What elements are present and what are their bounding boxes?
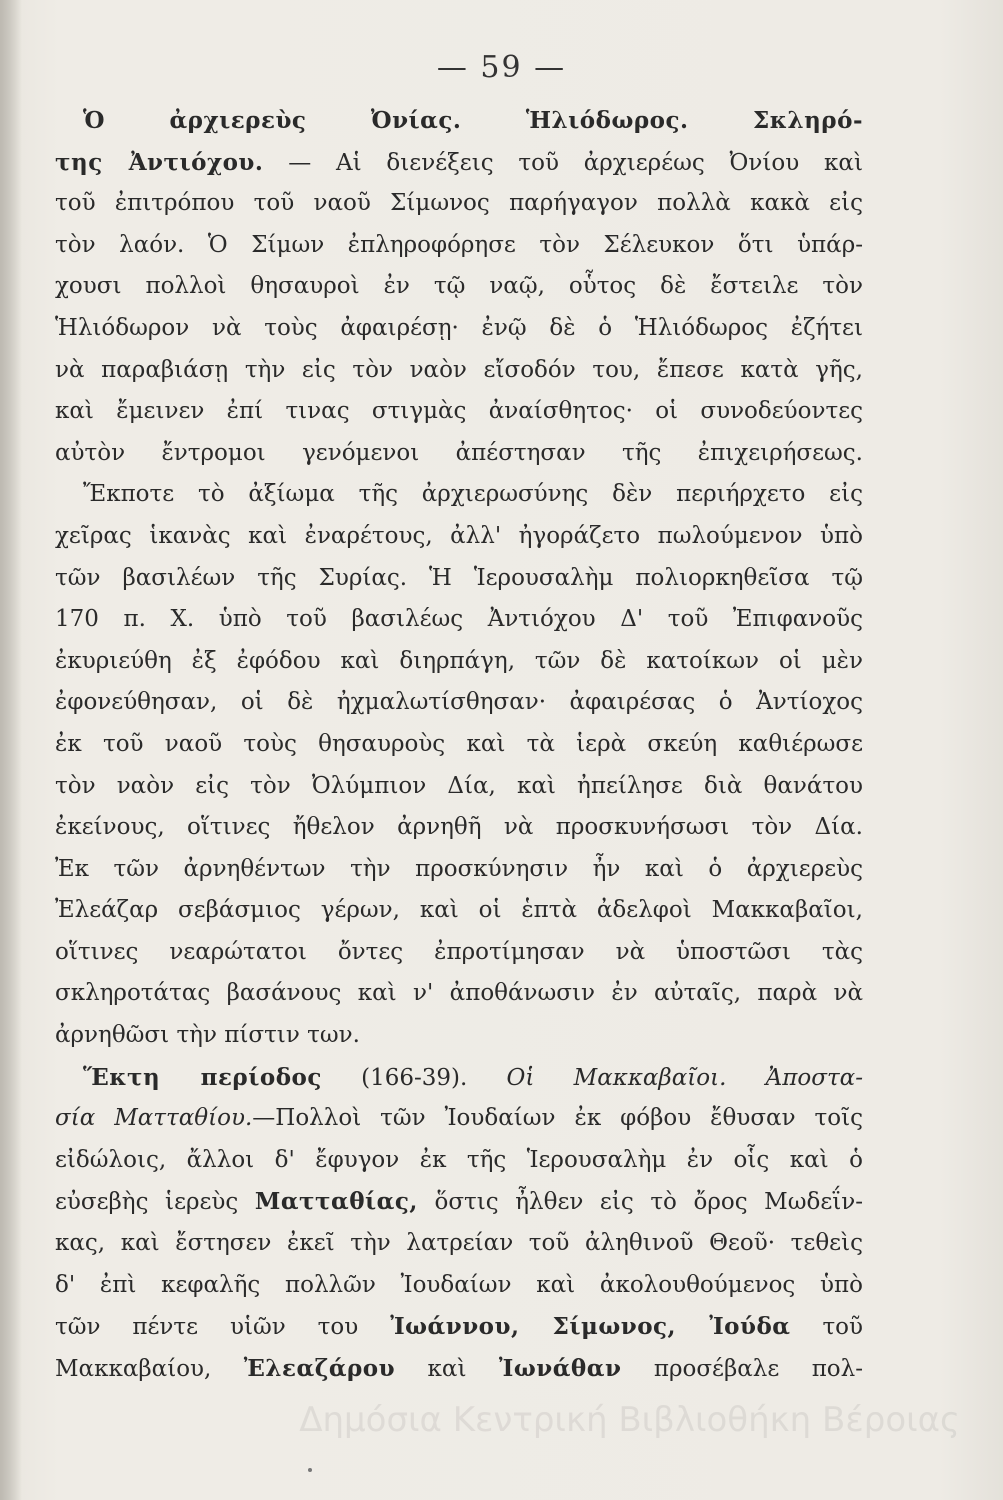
text-run: ἀρνηθῶσι τὴν πίστιν των. [55,1022,360,1049]
bold-text: Ἰωνάθαν [498,1354,622,1382]
bold-text: της Ἀντιόχου. [55,148,264,176]
text-line [55,516,863,558]
text-line [55,1057,863,1099]
text-run: ἐκυριεύθη ἐξ ἐφόδου καὶ διηρπάγη, τῶν δὲ κατοίκων οἱ μὲν [55,647,863,674]
bold-text: Ἰωάννου, Σίμωνος, Ἰούδα [390,1313,791,1341]
text-run: ὅστις ἦλθεν εἰς τὸ ὄρος Μωδεΐν- [417,1189,863,1216]
text-run: οἵτινες νεαρώτατοι ὄντες ἐπροτίμησαν νὰ ὑποστῶσι τὰς [55,938,863,965]
text-line [55,641,863,683]
text-line [55,558,863,600]
text-run: Ἐκ τῶν ἀρνηθέντων τὴν προσκύνησιν ἦν καὶ ὁ ἀρχιερεὺς [55,855,863,882]
text-run: τὸν ναὸν εἰς τὸν Ὀλύμπιον Δία, καὶ ἠπείλησε διὰ θανάτου [55,772,863,799]
text-run: τῶν πέντε υἱῶν του [55,1314,391,1341]
text-line [55,433,863,475]
text-line [55,1015,863,1057]
text-run: ἐκ τοῦ ναοῦ τοὺς θησαυροὺς καὶ τὰ ἱερὰ σκεύη καθιέρωσε [55,730,863,757]
text-run: προσέβαλε πολ- [621,1355,863,1382]
text-run: Ἐλεάζαρ σεβάσμιος γέρων, καὶ οἱ ἑπτὰ ἀδελφοὶ Μακκαβαῖοι, [55,897,863,924]
text-run: (166-39). [321,1064,507,1091]
ink-speck [308,1468,312,1472]
text-line [55,807,863,849]
text-run: κας, καὶ ἔστησεν ἐκεῖ τὴν λατρείαν τοῦ ἀληθινοῦ Θεοῦ· τεθεὶς [55,1230,863,1257]
text-run: χουσι πολλοὶ θησαυροὶ ἐν τῷ ναῷ, οὗτος δὲ ἔστειλε τὸν [55,273,863,300]
text-run: τῶν βασιλέων τῆς Συρίας. Ἡ Ἱερουσαλὴμ πολιορκηθεῖσα τῷ [55,564,863,591]
bold-text: Ἕκτη περίοδος [83,1063,322,1091]
page-number: — 59 — [436,50,567,85]
gutter-shadow [0,0,22,1500]
text-line [55,100,863,142]
text-line [55,225,863,267]
library-watermark: Δημόσια Κεντρική Βιβλιοθήκη Βέροιας [299,1400,960,1440]
text-run: Ἡλιόδωρον νὰ τοὺς ἀφαιρέσῃ· ἐνῷ δὲ ὁ Ἡλιόδωρος ἐζήτει [55,314,863,341]
body-text [55,100,863,1389]
bold-text: Ὁ ἀρχιερεὺς Ὀνίας. Ἡλιόδωρος. Σκληρό- [83,107,863,134]
text-line [55,1265,863,1307]
text-line [55,849,863,891]
text-run: Ἔκποτε τὸ ἀξίωμα τῆς ἀρχιερωσύνης δὲν περιήρχετο εἰς [83,481,863,508]
bold-text: Ματταθίας, [254,1188,418,1216]
text-line [55,1181,863,1223]
text-line [55,350,863,392]
text-run: Μακκαβαίου, [55,1355,244,1382]
text-run: — Αἱ διενέξεις τοῦ ἀρχιερέως Ὀνίου καὶ [263,149,863,176]
text-run: νὰ παραβιάσῃ τὴν εἰς τὸν ναὸν εἴσοδόν του, ἔπεσε κατὰ γῆς, [55,356,863,383]
text-line [55,142,863,184]
text-line [55,724,863,766]
text-line [55,599,863,641]
text-run: εὐσεβὴς ἱερεὺς [55,1189,255,1216]
text-line [55,973,863,1015]
text-run: ἐκείνους, οἵτινες ἤθελον ἀρνηθῆ νὰ προσκυνήσωσι τὸν Δία. [55,814,863,841]
text-line [55,308,863,350]
text-run: τὸν λαόν. Ὁ Σίμων ἐπληροφόρησε τὸν Σέλευκον ὅτι ὑπάρ- [55,231,863,258]
text-line [55,1098,863,1140]
text-run: σκληροτάτας βασάνους καὶ ν' ἀποθάνωσιν ἐν αὐταῖς, παρὰ νὰ [55,980,863,1007]
text-line [55,474,863,516]
text-run: —Πολλοὶ τῶν Ἰουδαίων ἐκ φόβου ἔθυσαν τοῖς [252,1105,863,1132]
text-run: τοῦ [790,1314,863,1341]
text-run: 170 π. Χ. ὑπὸ τοῦ βασιλέως Ἀντιόχου Δ' τοῦ Ἐπιφανοῦς [55,606,863,633]
text-run: τοῦ ἐπιτρόπου τοῦ ναοῦ Σίμωνος παρήγαγον πολλὰ κακὰ εἰς [55,190,863,217]
text-line [55,682,863,724]
text-line [55,391,863,433]
text-run: αὐτὸν ἔντρομοι γενόμενοι ἀπέστησαν τῆς ἐπιχειρήσεως. [55,439,863,466]
italic-text: σία Ματταθίου. [55,1105,253,1132]
text-line [55,766,863,808]
text-run: εἰδώλοις, ἄλλοι δ' ἔφυγον ἐκ τῆς Ἱερουσαλὴμ ἐν οἷς καὶ ὁ [55,1146,863,1173]
text-run: καὶ [395,1355,499,1382]
text-run: δ' ἐπὶ κεφαλῆς πολλῶν Ἰουδαίων καὶ ἀκολουθούμενος ὑπὸ [55,1271,863,1298]
text-run: καὶ ἔμεινεν ἐπί τινας στιγμὰς ἀναίσθητος· οἱ συνοδεύοντες [55,398,863,425]
text-run: χεῖρας ἱκανὰς καὶ ἐναρέτους, ἀλλ' ἠγοράζετο πωλούμενον ὑπὸ [55,522,863,549]
text-line [55,183,863,225]
text-run: ἐφονεύθησαν, οἱ δὲ ἠχμαλωτίσθησαν· ἀφαιρέσας ὁ Ἀντίοχος [55,689,863,716]
text-line [55,1348,863,1390]
text-line [55,266,863,308]
text-line [55,890,863,932]
text-line [55,1140,863,1182]
text-line [55,1223,863,1265]
text-line [55,932,863,974]
bold-text: Ἐλεαζάρου [243,1354,396,1382]
italic-text: Οἱ Μακκαβαῖοι. Ἀποστα- [506,1064,863,1091]
text-line [55,1306,863,1348]
